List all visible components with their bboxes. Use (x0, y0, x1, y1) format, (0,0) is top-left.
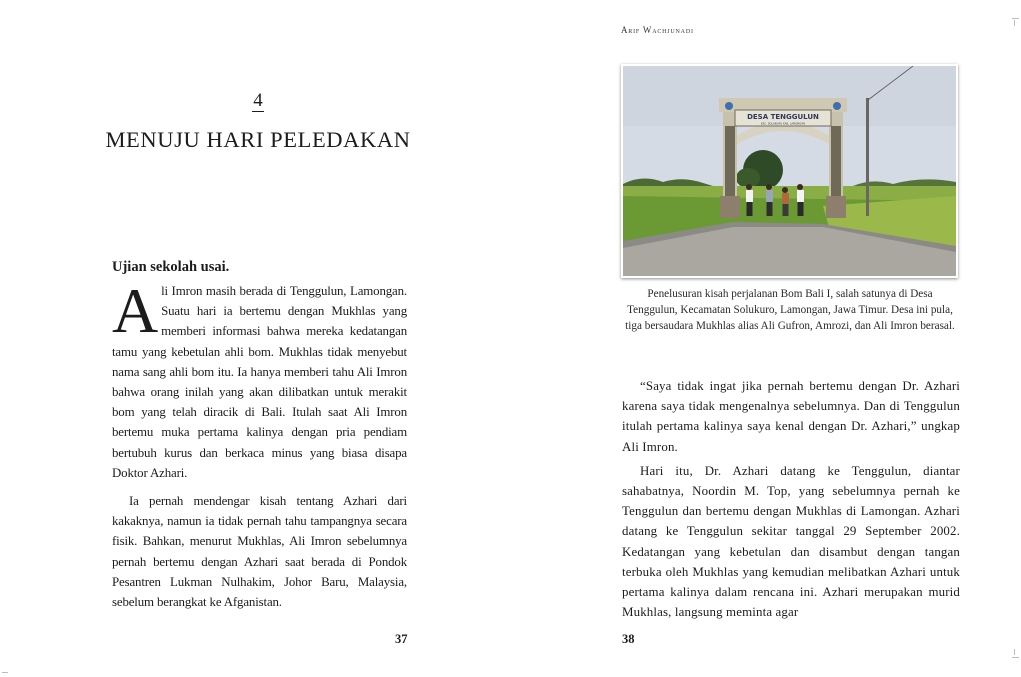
crop-mark (1012, 18, 1019, 19)
left-page (0, 0, 510, 677)
gate-subsign-text: KEC. SOLOKURO KAB. LAMONGAN (760, 122, 806, 126)
right-page (510, 0, 1021, 677)
crop-mark (1012, 657, 1019, 658)
crop-mark (2, 672, 8, 673)
crop-mark (1014, 20, 1015, 26)
gate-sign-text: DESA TENGGULUN (747, 113, 819, 121)
crop-mark (1014, 649, 1015, 655)
photo-caption: Penelusuran kisah perjalanan Bom Bali I, salah satunya di Desa Tenggulun, Kecamatan Solukuro, Lamongan, Jawa Timur. Desa ini pula, tiga bersaudara Mukhlas alias Ali Gufron, Amrozi, dan Ali Imron berasal. (625, 288, 955, 332)
section-heading: Ujian sekolah usai. (112, 259, 230, 275)
page-number-right: 38 (622, 632, 635, 646)
chapter-title: MENUJU HARI PELEDAKAN (105, 127, 411, 152)
drop-cap: A (112, 275, 159, 346)
right-body-text (622, 376, 960, 622)
village-gate-photo (623, 66, 956, 276)
page-number-left: 37 (395, 632, 408, 646)
right-paragraph-2: Hari itu, Dr. Azhari datang ke Tenggulun, diantar sahabatnya, Noordin M. Top, yang sebelumnya pernah ke Tenggulun dan bertemu dengan Mukhlas di Lamongan. Azhari datang ke Tenggulun sekitar tanggal 29 September 2002. Kedatangan yang kebetulan dan disambut dengan tangan terbuka oleh Mukhlas yang kemudian melibatkan Azhari untuk pertama kalinya dalam rencana ini. Azhari merupakan murid Mukhlas, langsung meminta agar (622, 463, 960, 620)
photo-frame (621, 64, 958, 278)
chapter-number: 4 (253, 90, 263, 111)
left-paragraph-2: Ia pernah mendengar kisah tentang Azhari dari kakaknya, namun ia tidak pernah tahu tampangnya secara fisik. Bahkan, menurut Mukhlas, Ali Imron sebelumnya pernah bertemu dengan Azhari saat berada di Pondok Pesantren Lukman Nulhakim, Johor Baru, Malaysia, sebelum berangkat ke Afganistan. (112, 494, 407, 610)
left-paragraph-1: Ali Imron masih berada di Tenggulun, Lamongan. Suatu hari ia bertemu dengan Mukhlas yang memberi informasi bahwa mereka kedatangan tamu yang kebetulan ahli bom. Mukhlas tidak menyebut nama sang ahli bom itu. Ia hanya memberi tahu Ali Imron bahwa orang inilah yang akan dilibatkan untuk merakit bom yang telah diracik di Bali. Itulah saat Ali Imron bertemu muka pertama kalinya dengan pria pendiam bertubuh kurus dan berkaca minus yang biasa disapa Doktor Azhari. (112, 275, 407, 480)
right-paragraph-1: “Saya tidak ingat jika pernah bertemu dengan Dr. Azhari karena saya tidak mengenalnya sebelumnya. Dan di Tenggulun itulah pertama kalinya saya kenal dengan Dr. Azhari,” ungkap Ali Imron. (622, 379, 960, 454)
left-body-text (112, 275, 407, 612)
running-header: Arif Wachjunadi (621, 25, 694, 35)
